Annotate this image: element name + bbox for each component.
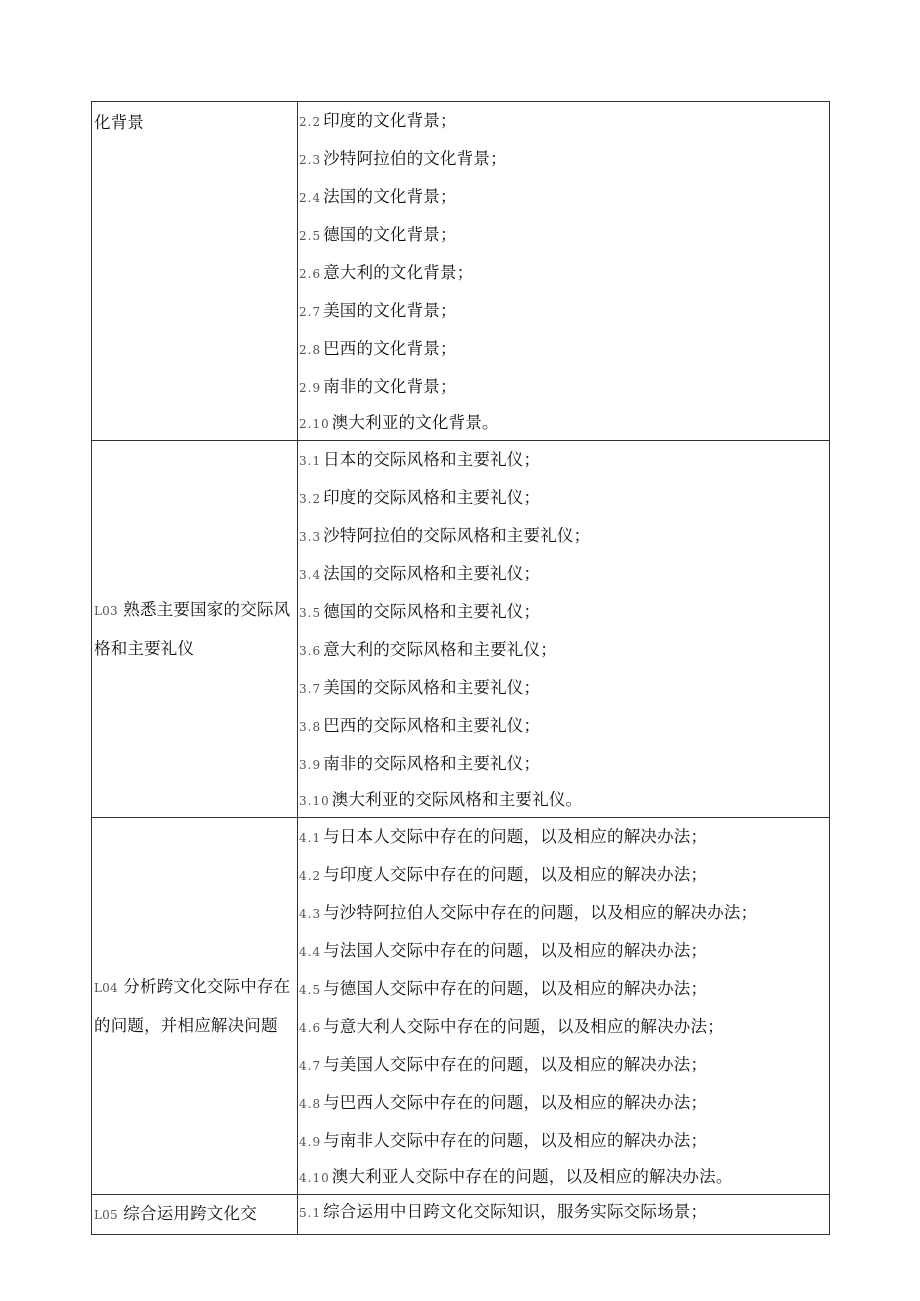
objective-cell xyxy=(92,1195,298,1235)
item-text: 与意大利人交际中存在的问题，以及相应的解决办法； xyxy=(323,1017,724,1036)
item-number: 4.9 xyxy=(299,1135,322,1149)
item-text: 意大利的文化背景； xyxy=(323,263,474,282)
objective-code: L05 xyxy=(94,1208,118,1222)
objective-label: 分析跨文化交际中存在的问题，并相应解决问题 xyxy=(94,977,291,1035)
objective-label: 综合运用跨文化交 xyxy=(123,1204,257,1223)
item-number: 3.2 xyxy=(299,492,322,506)
list-item xyxy=(298,593,829,631)
item-number: 2.7 xyxy=(299,305,322,319)
item-number: 3.6 xyxy=(299,644,322,658)
item-number: 2.2 xyxy=(299,115,322,129)
list-item xyxy=(298,970,829,1008)
item-text: 印度的文化背景； xyxy=(323,111,457,130)
item-number: 5.1 xyxy=(299,1206,322,1220)
item-text: 与日本人交际中存在的问题，以及相应的解决办法； xyxy=(323,827,708,846)
item-text: 巴西的交际风格和主要礼仪； xyxy=(323,716,541,735)
list-item xyxy=(298,102,829,140)
item-number: 3.3 xyxy=(299,530,322,544)
item-number: 3.5 xyxy=(299,606,322,620)
list-item xyxy=(298,140,829,178)
list-item xyxy=(298,555,829,593)
objective-label: 熟悉主要国家的交际风格和主要礼仪 xyxy=(94,600,291,658)
item-text: 意大利的交际风格和主要礼仪； xyxy=(323,640,557,659)
item-text: 南非的交际风格和主要礼仪； xyxy=(323,754,541,773)
list-item xyxy=(298,406,829,440)
item-text: 与印度人交际中存在的问题，以及相应的解决办法； xyxy=(323,865,708,884)
item-text: 沙特阿拉伯的交际风格和主要礼仪； xyxy=(323,526,591,545)
list-item xyxy=(298,707,829,745)
list-item xyxy=(298,1122,829,1160)
list-item xyxy=(298,292,829,330)
list-item xyxy=(298,368,829,406)
list-item xyxy=(298,441,829,479)
item-text: 沙特阿拉伯的文化背景； xyxy=(323,149,507,168)
item-text: 与沙特阿拉伯人交际中存在的问题，以及相应的解决办法； xyxy=(323,903,758,922)
objective-code: L04 xyxy=(94,981,118,995)
table-row xyxy=(92,441,830,818)
item-text: 澳大利亚的交际风格和主要礼仪。 xyxy=(331,790,583,809)
list-item xyxy=(298,1046,829,1084)
objective-code: L03 xyxy=(94,604,118,618)
list-item xyxy=(298,178,829,216)
list-item xyxy=(298,1008,829,1046)
list-item xyxy=(298,254,829,292)
item-number: 3.7 xyxy=(299,682,322,696)
list-item xyxy=(298,932,829,970)
objective-cell xyxy=(92,102,298,441)
item-text: 美国的文化背景； xyxy=(323,301,457,320)
item-text: 日本的交际风格和主要礼仪； xyxy=(323,450,541,469)
item-number: 3.10 xyxy=(299,794,330,808)
item-number: 4.4 xyxy=(299,945,322,959)
objective-cell xyxy=(92,441,298,818)
item-text: 巴西的文化背景； xyxy=(323,339,457,358)
list-item xyxy=(298,669,829,707)
item-number: 2.6 xyxy=(299,267,322,281)
list-item xyxy=(298,479,829,517)
item-number: 2.8 xyxy=(299,343,322,357)
item-number: 4.2 xyxy=(299,869,322,883)
item-text: 与南非人交际中存在的问题，以及相应的解决办法； xyxy=(323,1131,708,1150)
list-item xyxy=(298,517,829,555)
item-number: 4.3 xyxy=(299,907,322,921)
item-number: 4.8 xyxy=(299,1097,322,1111)
item-number: 3.4 xyxy=(299,568,322,582)
course-objectives-table xyxy=(91,101,830,1235)
item-text: 与巴西人交际中存在的问题，以及相应的解决办法； xyxy=(323,1093,708,1112)
item-number: 2.10 xyxy=(299,417,330,431)
list-item xyxy=(298,894,829,932)
item-number: 3.9 xyxy=(299,758,322,772)
item-text: 澳大利亚的文化背景。 xyxy=(331,413,499,432)
table-row xyxy=(92,818,830,1195)
item-number: 3.1 xyxy=(299,454,322,468)
item-number: 4.10 xyxy=(299,1171,330,1185)
objective-text xyxy=(92,102,297,141)
list-item xyxy=(298,216,829,254)
list-item xyxy=(298,1084,829,1122)
objective-cell xyxy=(92,818,298,1195)
item-text: 法国的文化背景； xyxy=(323,187,457,206)
list-item xyxy=(298,330,829,368)
table-row xyxy=(92,102,830,441)
item-number: 2.5 xyxy=(299,229,322,243)
item-text: 法国的交际风格和主要礼仪； xyxy=(323,564,541,583)
list-item xyxy=(298,1160,829,1194)
list-item xyxy=(298,1195,829,1229)
item-text: 印度的交际风格和主要礼仪； xyxy=(323,488,541,507)
item-text: 美国的交际风格和主要礼仪； xyxy=(323,678,541,697)
item-number: 4.5 xyxy=(299,983,322,997)
item-number: 4.7 xyxy=(299,1059,322,1073)
content-cell xyxy=(298,441,830,818)
objective-text xyxy=(92,591,297,667)
item-text: 与德国人交际中存在的问题，以及相应的解决办法； xyxy=(323,979,708,998)
table-row xyxy=(92,1195,830,1235)
content-cell xyxy=(298,1195,830,1235)
item-text: 德国的交际风格和主要礼仪； xyxy=(323,602,541,621)
item-text: 南非的文化背景； xyxy=(323,377,457,396)
content-cell xyxy=(298,818,830,1195)
list-item xyxy=(298,631,829,669)
list-item xyxy=(298,783,829,817)
item-number: 4.6 xyxy=(299,1021,322,1035)
objective-label: 化背景 xyxy=(94,113,145,132)
item-number: 3.8 xyxy=(299,720,322,734)
list-item xyxy=(298,818,829,856)
item-number: 2.3 xyxy=(299,153,322,167)
item-text: 与法国人交际中存在的问题，以及相应的解决办法； xyxy=(323,941,708,960)
item-text: 澳大利亚人交际中存在的问题，以及相应的解决办法。 xyxy=(331,1167,733,1186)
item-number: 2.9 xyxy=(299,381,322,395)
item-number: 4.1 xyxy=(299,831,322,845)
content-cell xyxy=(298,102,830,441)
objective-text xyxy=(92,1195,297,1234)
list-item xyxy=(298,745,829,783)
objective-text xyxy=(92,968,297,1044)
item-number: 2.4 xyxy=(299,191,322,205)
item-text: 综合运用中日跨文化交际知识，服务实际交际场景； xyxy=(323,1202,708,1221)
item-text: 德国的文化背景； xyxy=(323,225,457,244)
list-item xyxy=(298,856,829,894)
item-text: 与美国人交际中存在的问题，以及相应的解决办法； xyxy=(323,1055,708,1074)
